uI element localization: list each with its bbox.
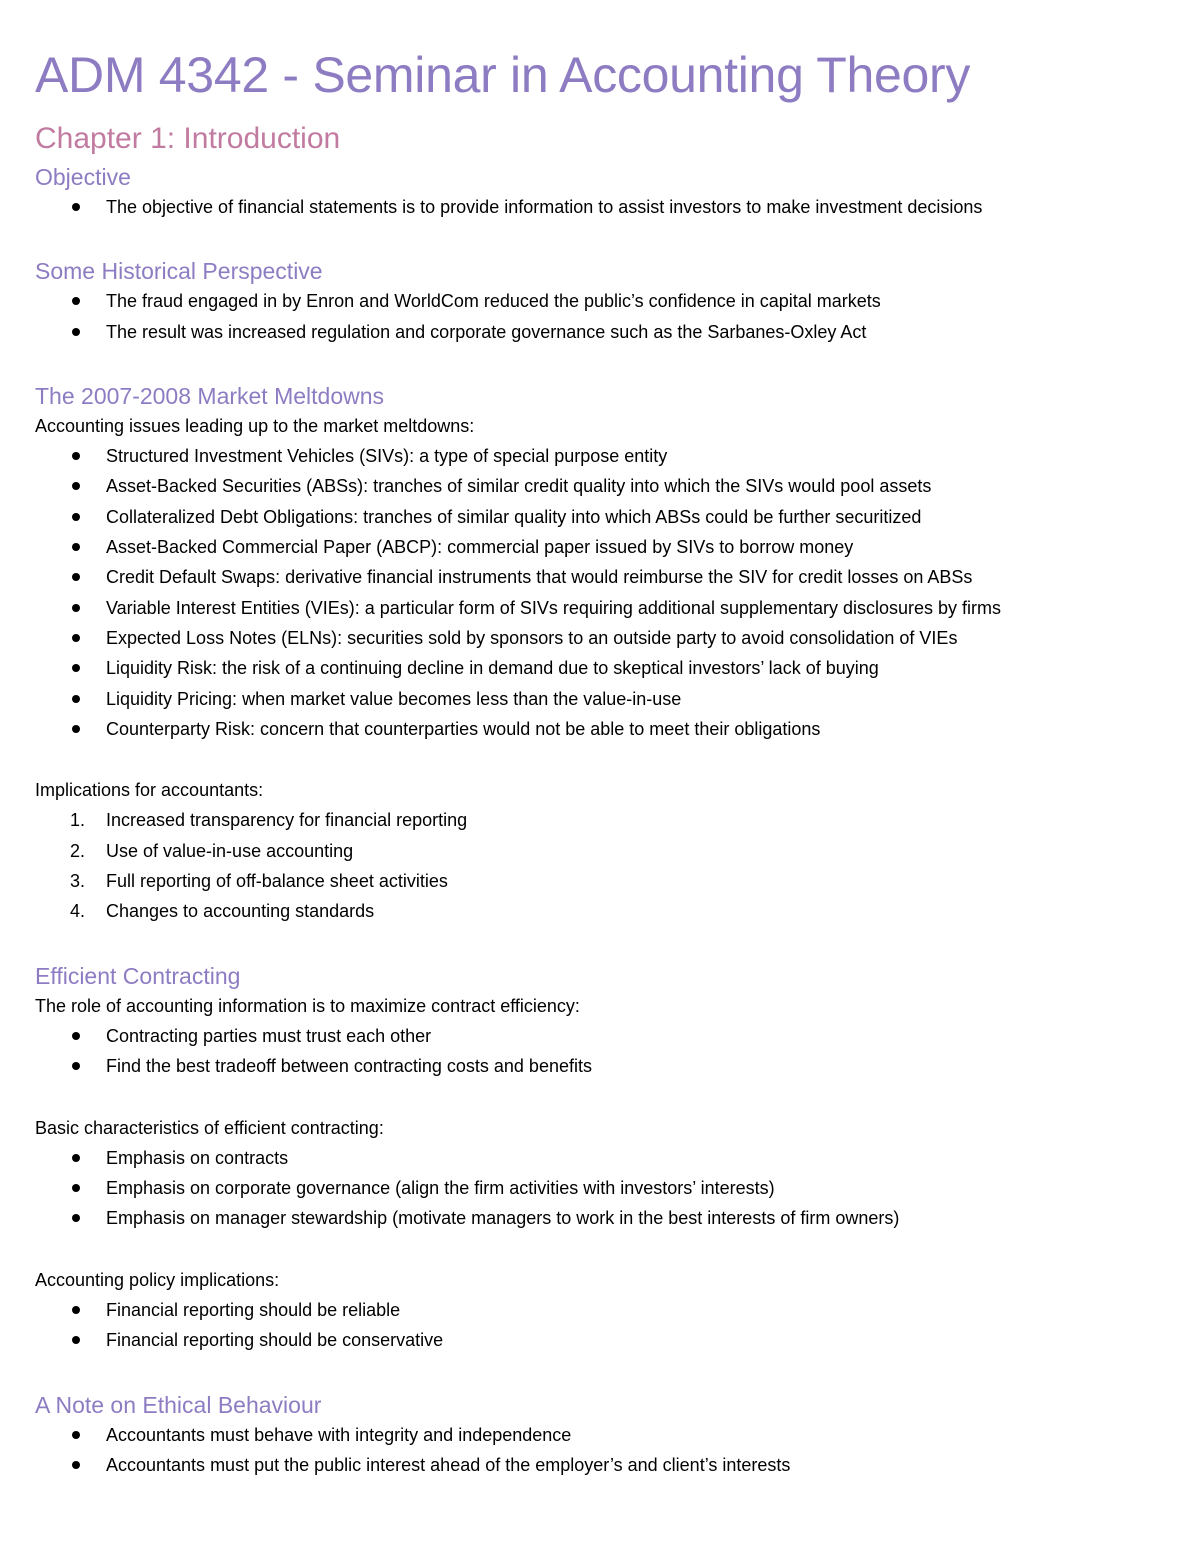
list-item: Liquidity Risk: the risk of a continuing decline in demand due to skeptical investors’ lack of buying: [35, 653, 1165, 683]
list-item: Emphasis on corporate governance (align the firm activities with investors’ interests): [35, 1173, 1165, 1203]
list-item: Counterparty Risk: concern that counterparties would not be able to meet their obligations: [35, 714, 1165, 744]
list-item: Variable Interest Entities (VIEs): a particular form of SIVs requiring additional supplementary disclosures by firms: [35, 593, 1165, 623]
list-item: 2. Use of value-in-use accounting: [35, 836, 1165, 866]
chapter-title: Chapter 1: Introduction: [35, 122, 341, 155]
list-item: Contracting parties must trust each other: [35, 1021, 1165, 1051]
bullet-icon: [72, 604, 80, 612]
document-title: ADM 4342 - Seminar in Accounting Theory: [35, 47, 971, 103]
list-item: Accountants must put the public interest ahead of the employer’s and client’s interests: [35, 1450, 1165, 1480]
section-heading-contracting: Efficient Contracting: [35, 962, 241, 989]
bullet-icon: [72, 1184, 80, 1192]
bullet-icon: [72, 1336, 80, 1344]
list-item: Collateralized Debt Obligations: tranches of similar quality into which ABSs could be further securitized: [35, 502, 1165, 532]
bullet-icon: [72, 1306, 80, 1314]
list-item: Find the best tradeoff between contracting costs and benefits: [35, 1051, 1165, 1081]
bullet-icon: [72, 543, 80, 551]
list-item: 3. Full reporting of off-balance sheet activities: [35, 866, 1165, 896]
section-heading-historical: Some Historical Perspective: [35, 258, 323, 285]
bullet-icon: [72, 1431, 80, 1439]
list-number: 1.: [70, 810, 86, 831]
historical-list: [35, 286, 1165, 347]
list-item: Asset-Backed Commercial Paper (ABCP): commercial paper issued by SIVs to borrow money: [35, 532, 1165, 562]
bullet-icon: [72, 452, 80, 460]
policy-list: [35, 1295, 1165, 1356]
bullet-icon: [72, 664, 80, 672]
list-number: 3.: [70, 871, 86, 892]
section-heading-ethics: A Note on Ethical Behaviour: [35, 1391, 322, 1418]
meltdowns-list: [35, 441, 1165, 744]
list-item: Emphasis on manager stewardship (motivate managers to work in the best interests of firm owners): [35, 1203, 1165, 1233]
characteristics-list: [35, 1143, 1165, 1234]
list-item: The result was increased regulation and corporate governance such as the Sarbanes-Oxley Act: [35, 317, 1165, 347]
bullet-icon: [72, 634, 80, 642]
ethics-list: [35, 1420, 1165, 1481]
bullet-icon: [72, 1032, 80, 1040]
list-item: 1. Increased transparency for financial reporting: [35, 805, 1165, 835]
bullet-icon: [72, 203, 80, 211]
policy-intro: Accounting policy implications:: [35, 1269, 280, 1290]
bullet-icon: [72, 297, 80, 305]
list-item: Liquidity Pricing: when market value becomes less than the value-in-use: [35, 684, 1165, 714]
document-page: [35, 42, 1165, 1480]
bullet-icon: [72, 1214, 80, 1222]
list-item: The fraud engaged in by Enron and WorldCom reduced the public’s confidence in capital markets: [35, 286, 1165, 316]
list-item: Emphasis on contracts: [35, 1143, 1165, 1173]
list-item: Financial reporting should be conservative: [35, 1325, 1165, 1355]
objective-list: [35, 192, 1165, 222]
list-item: Accountants must behave with integrity and independence: [35, 1420, 1165, 1450]
meltdowns-intro: Accounting issues leading up to the market meltdowns:: [35, 415, 475, 436]
characteristics-intro: Basic characteristics of efficient contracting:: [35, 1117, 384, 1138]
bullet-icon: [72, 725, 80, 733]
section-heading-objective: Objective: [35, 164, 131, 190]
list-item: Credit Default Swaps: derivative financial instruments that would reimburse the SIV for credit losses on ABSs: [35, 562, 1165, 592]
list-item: Financial reporting should be reliable: [35, 1295, 1165, 1325]
list-item: The objective of financial statements is to provide information to assist investors to make investment decisions: [35, 192, 1165, 222]
section-heading-meltdowns: The 2007-2008 Market Meltdowns: [35, 382, 385, 409]
bullet-icon: [72, 513, 80, 521]
list-item: Expected Loss Notes (ELNs): securities sold by sponsors to an outside party to avoid consolidation of VIEs: [35, 623, 1165, 653]
bullet-icon: [72, 573, 80, 581]
list-item: Structured Investment Vehicles (SIVs): a type of special purpose entity: [35, 441, 1165, 471]
contracting-intro: The role of accounting information is to maximize contract efficiency:: [35, 995, 580, 1016]
contracting-list: [35, 1021, 1165, 1082]
bullet-icon: [72, 1154, 80, 1162]
list-item: Asset-Backed Securities (ABSs): tranches of similar credit quality into which the SIVs would pool assets: [35, 471, 1165, 501]
list-item: 4. Changes to accounting standards: [35, 896, 1165, 926]
bullet-icon: [72, 1461, 80, 1469]
implications-list: [35, 805, 1165, 926]
bullet-icon: [72, 695, 80, 703]
list-number: 4.: [70, 901, 86, 922]
bullet-icon: [72, 1062, 80, 1070]
bullet-icon: [72, 482, 80, 490]
implications-intro: Implications for accountants:: [35, 780, 264, 801]
list-number: 2.: [70, 840, 86, 861]
bullet-icon: [72, 328, 80, 336]
